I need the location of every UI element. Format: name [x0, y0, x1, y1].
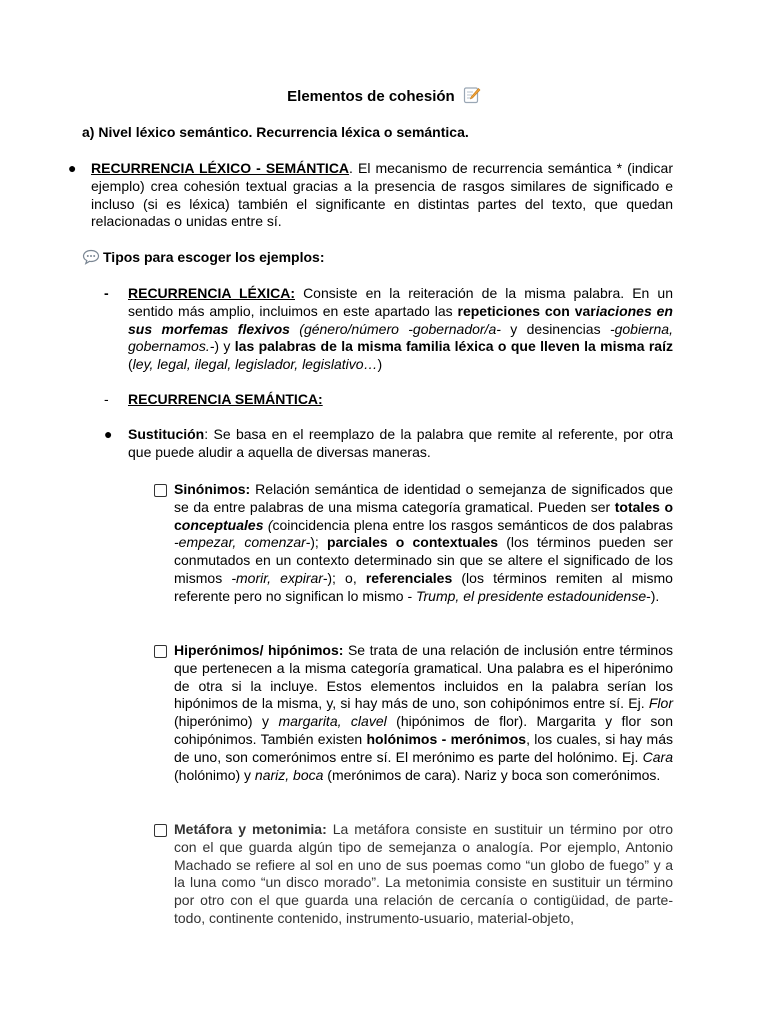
dash-marker: -	[104, 285, 109, 301]
dash-marker: -	[104, 391, 109, 407]
hiperonimos-paragraph: Hiperónimos/ hipónimos: Se trata de una relación de inclusión entre términos que pertenecen a la misma categoría gramatical. Una palabra es el hiperónimo de otra si la incluye. Estos elementos incluidos en la palabra serían los hipónimos de la misma, y, si hay más de uno, son cohipónimos entre sí. Ej. Flor (hiperónimo) y margarita, clavel (hipónimos de flor). Margarita y flor son cohipónimos. También existen holónimos - merónimos, los cuales, si hay más de uno, son comerónimos entre sí. El merónimo es parte del holónimo. Ej. Cara (holónimo) y nariz, boca (merónimos de cara). Nariz y boca son comerónimos.	[174, 642, 674, 783]
sinonimos-checkbox[interactable]	[154, 484, 167, 497]
metafora-heading: Metáfora y metonimia:	[174, 821, 327, 837]
hiperonimos-heading: Hiperónimos/ hipónimos:	[174, 642, 344, 658]
lexica-heading: RECURRENCIA LÉXICA:	[128, 285, 295, 301]
speech-balloon-icon	[82, 249, 100, 265]
document-title: Elementos de cohesión	[0, 86, 768, 105]
tipos-label: Tipos para escoger los ejemplos:	[82, 248, 324, 266]
bullet-dot: ●	[104, 426, 113, 442]
sustitucion-heading: Sustitución	[128, 426, 205, 442]
semantica-heading: RECURRENCIA SEMÁNTICA:	[128, 391, 323, 407]
memo-icon	[463, 86, 481, 104]
section-subtitle: a) Nivel léxico semántico. Recurrencia léxica o semántica.	[82, 124, 469, 140]
sustitucion-paragraph: Sustitución: Se basa en el reemplazo de la palabra que remite al referente, por otra que puede aludir a aquella de diversas maneras.	[128, 426, 673, 460]
bullet-dot: ●	[68, 160, 77, 176]
metafora-checkbox[interactable]	[154, 824, 167, 837]
hiperonimos-checkbox[interactable]	[154, 645, 167, 658]
lexica-paragraph: RECURRENCIA LÉXICA: Consiste en la reiteración de la misma palabra. En un sentido más amplio, incluimos en este apartado las repeticiones con variaciones en sus morfemas flexivos (género/número -gobernador/a- y desinencias -gobierna, gobernamos.-) y las palabras de la misma familia léxica o que lleven la misma raíz (ley, legal, ilegal, legislador, legislativo…)	[128, 285, 673, 373]
sinonimos-heading: Sinónimos:	[174, 481, 251, 497]
metafora-paragraph: Metáfora y metonimia: La metáfora consiste en sustituir un término por otro con el que guarda algún tipo de semejanza o analogía. Por ejemplo, Antonio Machado se refiere al sol en uno de sus poemas como “un globo de fuego” y a la luna como “un disco morado”. La metonimia consiste en sustituir un término por otro con el que guarda una relación de cercanía o contigüidad, de parte-todo, continente contenido, instrumento-usuario, material-objeto,	[174, 821, 673, 926]
sinonimos-paragraph: Sinónimos: Relación semántica de identidad o semejanza de significados que se da entre palabras de una misma categoría gramatical. Pueden ser totales o conceptuales (coincidencia plena entre los rasgos semánticos de dos palabras -empezar, comenzar-); parciales o contextuales (los términos pueden ser conmutados en un contexto determinado sin que se altere el significado de los mismos -morir, expirar-); o, referenciales (los términos remiten al mismo referente pero no significan lo mismo - Trump, el presidente estadounidense-).	[174, 481, 673, 604]
recurrencia-heading: RECURRENCIA LÉXICO - SEMÁNTICA	[91, 160, 350, 176]
recurrencia-paragraph: RECURRENCIA LÉXICO - SEMÁNTICA. El mecanismo de recurrencia semántica * (indicar ejemplo) crea cohesión textual gracias a la presencia de rasgos similares de significado e incluso (si es léxica) también el significante en distintas partes del texto, que quedan relacionadas o unidas entre sí.	[91, 160, 673, 230]
